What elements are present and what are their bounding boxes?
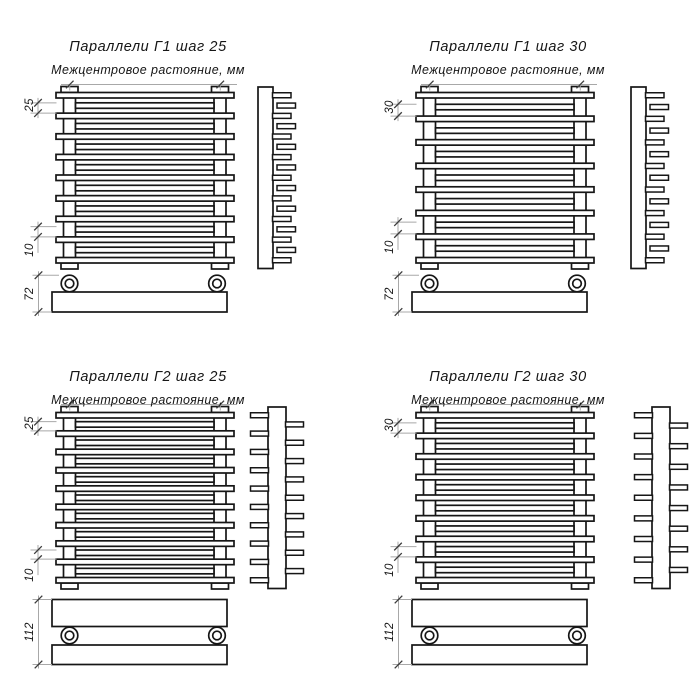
dim-gap-label: 10 [384,563,396,577]
panel-subtitle: Межцентровое растояние, мм [51,63,245,77]
dim-base-label: 112 [24,622,36,642]
panel-g1-step25-drawing [31,81,296,316]
dim-base-label: 112 [384,622,396,642]
dim-gap-label: 10 [24,568,36,582]
panel-subtitle: Межцентровое растояние, мм [51,393,245,407]
panel-title: Параллели Г2 шаг 30 [429,369,587,385]
dim-base-label: 72 [384,287,396,301]
dim-step-label: 25 [24,416,36,430]
dim-gap-label: 10 [24,243,36,257]
panel-subtitle: Межцентровое растояние, мм [411,393,605,407]
dim-step-label: 30 [384,418,396,432]
panel-g2-step30-drawing [391,401,688,669]
dim-gap-label: 10 [384,240,396,254]
dim-step-label: 25 [24,98,36,112]
dim-base-label: 72 [24,287,36,301]
panel-subtitle: Межцентровое растояние, мм [411,63,605,77]
panel-title: Параллели Г2 шаг 25 [69,369,227,385]
panel-title: Параллели Г1 шаг 30 [429,39,587,55]
panel-g2-step25-drawing [31,401,304,669]
panel-g1-step30-drawing [391,81,669,316]
dim-step-label: 30 [384,100,396,114]
panel-title: Параллели Г1 шаг 25 [69,39,227,55]
